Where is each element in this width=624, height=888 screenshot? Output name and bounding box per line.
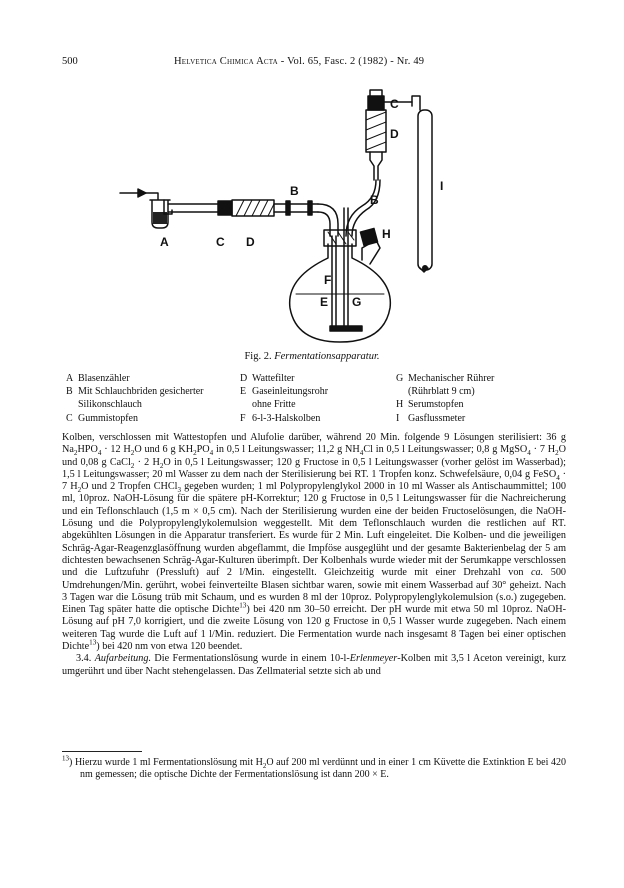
legend-item: I Gasflussmeter (396, 412, 466, 424)
label-d-1: D (246, 235, 255, 249)
label-g: G (352, 295, 362, 309)
legend-item: C Gummistopfen (66, 412, 138, 424)
stirrer-blade (330, 326, 362, 331)
person-name: Erlenmeyer (349, 653, 398, 665)
caption-number: Fig. 2. (244, 351, 272, 362)
section-title: Aufarbeitung. (94, 653, 152, 665)
label-a: A (160, 235, 169, 249)
section-number: 3.4. (76, 653, 92, 665)
legend-item-continuation: Silikonschlauch (78, 399, 142, 411)
legend-column-2 (240, 372, 390, 425)
legend-item: B Mit Schlauchbriden gesicherter (66, 386, 204, 398)
arrow-head (138, 189, 146, 197)
paragraph-workup: 3.4. Aufarbeitung. Die Fermentationslösung wurde in einem 10-l-Erlenmeyer-Kolben mit 3,5 l Aceton vereinigt, kurz umgerührt und über Nacht stehengelassen. Das Zellmaterial setzte sich ab und (62, 653, 567, 677)
journal-name: Helvetica Chimica Acta (174, 56, 278, 67)
legend-item: H Serumstopfen (396, 399, 464, 411)
footnote-rule (62, 751, 142, 752)
rubber-stopper-c-top (368, 96, 384, 110)
journal-line (174, 56, 424, 67)
paragraph-procedure: Kolben, verschlossen mit Wattestopfen und Alufolie darüber, während 20 Min. folgende 9 Lösungen sterilisiert: 36 g $Na_2HPO_4 \cdot 12$ $H_2O$ und 6 g $KH_2PO_4$ in 0,5 l Leitungswasser; 11,2 g $NH_4Cl$ in 0,5 l Leitungswasser; 0,8 g MgSO$_4$ · 7 $H_2O$ und 0,08 g CaCl$_2$ · 2 $H_2O$ in 0,5 l Leitungswasser; 120 g Fructose in 0,5 l Leitungswasser (vorher gelöst im Wasserbad); 1,5 l Leitungswasser; 20 ml Wasser zu dem nach der Sterilisierung bei RT. 1 Tropfen konz. Schwefelsäure, 0,04 g FeSO$_4$ · 7 $H_2O$ und 2 Tropfen CHCl$_3$ gegeben wurden; 1 ml Polypropylenglykol 2000 in 10 ml Wasser als Antischaummittel; 100 ml, 10proz. NaOH-Lösung für die spätere pH-Korrektur; 120 g Fructose in 0,5 l Leitungswasser für die Nachreicherung und ein Teflonschlauch (1,5 m × 0,5 cm). Nach der Sterilisierung wurden eine der beiden Fructoselösungen, die NaOH-Lösung und die Polypropylenglykolemulsion weggestellt. Mit dem Teflonschlauch wurden die restlichen auf RT. abgekühlten Lösungen in die Apparatur transferiert. Es wurde für 2 Min. Luft eingeleitet. Die Kolben- und die jeweiligen Schräg-Agar-Reagenzglasöffnung wurden abgeflammt, die Impföse ausgeglüht und der gesamte Bakterienbelag der 5 am dichtesten bewachsenen Schräg-Agar-Kulturen überimpft. Der Kolbenhals wurde wieder mit der Serumkappe verschlossen und die Luftzufuhr (Pressluft) auf 2 l/Min. eingestellt. Gleichzeitig wurde mit einer Drehzahl von ca. 500 Umdrehungen/Min. gerührt, wobei feinverteilte Blasen sichtbar waren, sowie mit einem Wasserbad auf 30° geheizt. Nach 3 Tagen war die Lösung trüb mit Schaum, und es wurden 8 ml der 10proz. Polypropylenglykolemulsion (s.o.) zugegeben. Einen Tag später hatte die optische Dichte$^{13}$) bei 420 nm 30–50 erreicht. Der pH wurde mit etwa 50 ml 10proz. NaOH-Lösung auf pH 7,0 korrigiert, und die zweite Lösung von 120 g Fructose in 0,5 l Wasser wurde zugegeben. Nach einem weiteren Tag wurde die Luft auf 1 l/Min. reduziert. Die Fermentation wurde nach insgesamt 8 Tagen bei einer optischen Dichte$^{13}$) bei 420 nm von etwa 120 beendet. (62, 432, 567, 653)
legend-item: E Gaseinleitungsrohr (240, 386, 329, 398)
rubber-stopper-c-left (218, 201, 232, 215)
label-d-2: D (390, 127, 399, 141)
legend-item-continuation: (Rührblatt 9 cm) (408, 386, 475, 398)
figure-caption (0, 351, 624, 362)
label-c-2: C (390, 97, 399, 111)
legend-column-3 (396, 372, 566, 425)
label-e: E (320, 295, 329, 309)
page-number: 500 (62, 56, 78, 67)
legend-item: G Mechanischer Rührer (396, 373, 495, 384)
running-header (62, 56, 566, 70)
legend-item-continuation: ohne Fritte (252, 399, 296, 411)
legend-column-1 (66, 372, 236, 425)
legend-item: A Blasenzähler (66, 373, 130, 384)
caption-title: Fermentationsapparatur. (274, 351, 380, 362)
footnote-13: $^{13}$) Hierzu wurde 1 ml Fermentationslösung mit $H_2O$ auf 200 ml verdünnt und in einer 1 cm Küvette die Extinktion E bei 420 nm gemessen; die optische Dichte der Fermentationslösung ist dann 200 × E. (62, 754, 566, 781)
legend-item: D Wattefilter (240, 373, 295, 384)
label-f: F (324, 273, 332, 287)
legend-item: F 6-l-3-Halskolben (240, 412, 321, 424)
gas-flowmeter-i (412, 96, 420, 110)
label-b-2: B (370, 193, 379, 207)
label-c-1: C (216, 235, 225, 249)
body-text (62, 432, 566, 678)
footnote-mark: 13 (62, 754, 69, 763)
label-i: I (440, 179, 444, 193)
fermentation-apparatus-diagram (100, 80, 480, 350)
journal-details: - Vol. 65, Fasc. 2 (1982) - Nr. 49 (280, 56, 425, 67)
label-h: H (382, 227, 391, 241)
serum-stopper-h (360, 228, 377, 245)
label-b-1: B (290, 184, 299, 198)
